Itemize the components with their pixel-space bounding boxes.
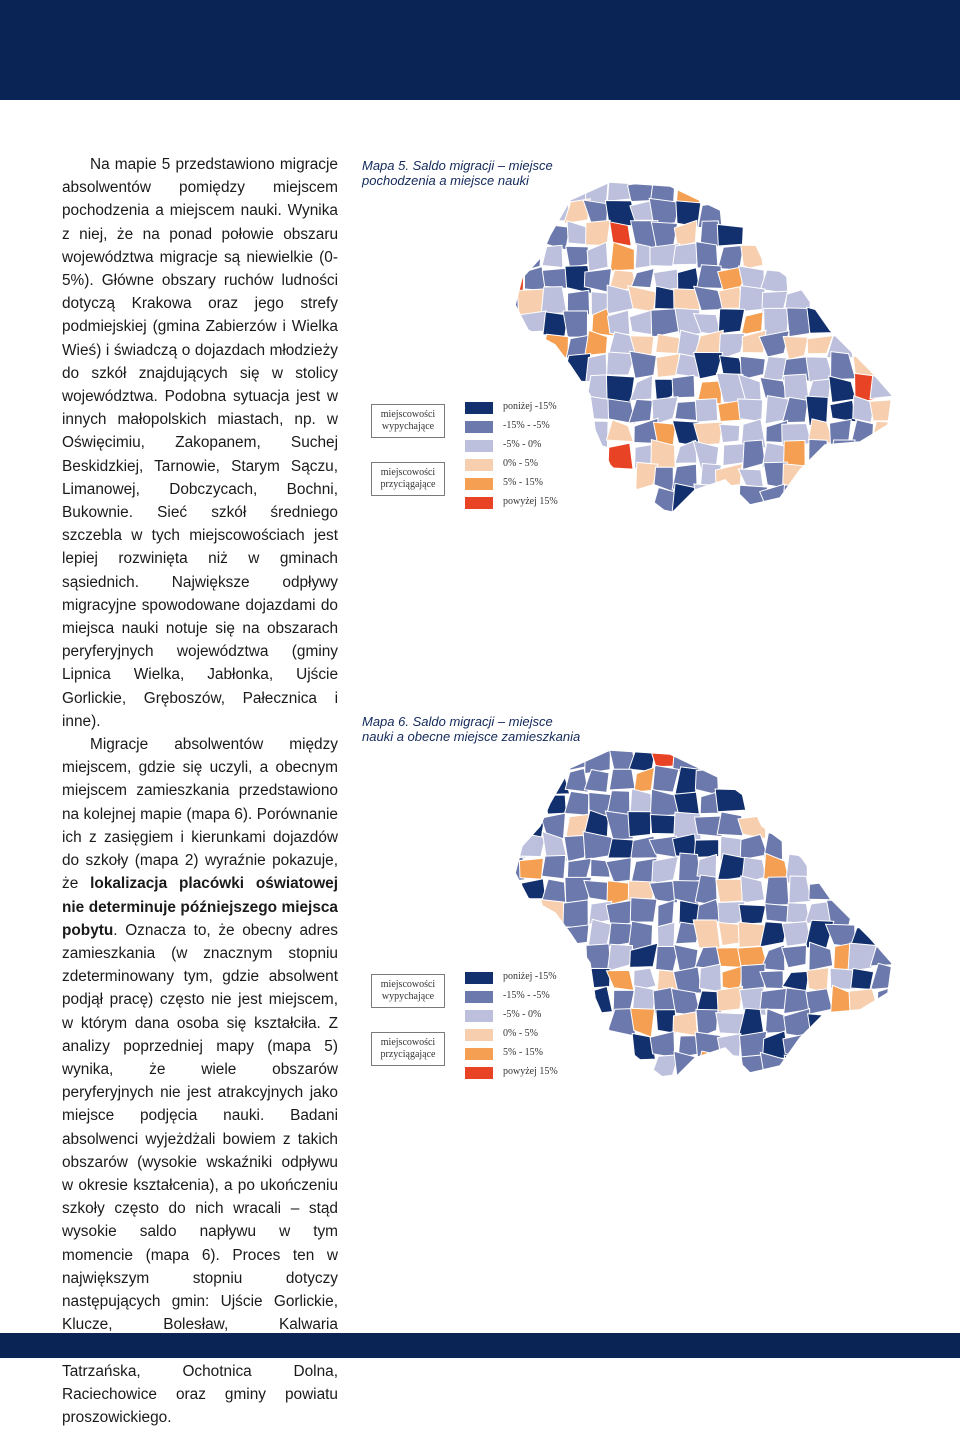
legend-swatch bbox=[465, 459, 493, 471]
municipality-region bbox=[851, 968, 874, 989]
legend-swatch bbox=[465, 1010, 493, 1022]
municipality-region bbox=[738, 469, 763, 487]
municipality-region bbox=[717, 224, 743, 246]
municipality-region bbox=[715, 789, 746, 812]
municipality-region bbox=[610, 242, 634, 271]
municipality-region bbox=[738, 399, 763, 422]
legend-label: 5% - 15% bbox=[503, 1047, 543, 1058]
municipality-region bbox=[718, 309, 744, 334]
municipality-region bbox=[829, 376, 856, 403]
municipality-region bbox=[541, 287, 567, 314]
municipality-region bbox=[657, 922, 674, 949]
legend-label: -15% - -5% bbox=[503, 420, 550, 431]
municipality-region bbox=[500, 267, 524, 293]
municipality-region bbox=[765, 904, 790, 923]
municipality-region bbox=[500, 287, 518, 312]
municipality-region bbox=[739, 904, 766, 924]
municipality-region bbox=[519, 858, 543, 879]
municipality-region bbox=[542, 268, 568, 288]
paragraph-2 bbox=[62, 733, 338, 1429]
map5-legend-outflow-box bbox=[371, 404, 445, 438]
municipality-region bbox=[630, 898, 657, 922]
legend-inflow-line2: przyciągające bbox=[380, 1049, 436, 1060]
municipality-region bbox=[566, 246, 589, 267]
municipality-region bbox=[741, 876, 765, 903]
municipality-region bbox=[517, 244, 541, 272]
municipality-region bbox=[717, 987, 743, 1012]
legend-swatch bbox=[465, 440, 493, 452]
legend-swatch bbox=[465, 497, 493, 509]
municipality-region bbox=[546, 199, 569, 221]
municipality-region bbox=[542, 245, 563, 267]
municipality-region bbox=[650, 1031, 675, 1057]
municipality-region bbox=[739, 1008, 764, 1036]
municipality-region bbox=[606, 858, 631, 883]
municipality-region bbox=[606, 970, 633, 990]
legend-swatch bbox=[465, 402, 493, 414]
map6-title bbox=[362, 714, 580, 744]
legend-label: 0% - 5% bbox=[503, 1028, 538, 1039]
legend-swatch bbox=[465, 991, 493, 1003]
municipality-region bbox=[629, 310, 654, 335]
municipality-region bbox=[608, 443, 633, 469]
municipality-region bbox=[656, 334, 680, 353]
legend-outflow-line2: wypychające bbox=[381, 421, 435, 432]
legend-inflow-line2: przyciągające bbox=[380, 479, 436, 490]
header-band bbox=[0, 0, 960, 100]
municipality-region bbox=[870, 400, 898, 421]
paragraph-2-text-b: . Oznacza to, że obecny adres zamieszkania (w znacznym stopniu zdeterminowany tym, gdzie absolwent podjął pracę) często nie jest miejscem, w którym dana osoba się kształciła. Z analizy poprzedniej mapy (mapa 5) wynika, że wiele obszarów peryferyjnych nie jest atrakcyjnych jako miejsce podjęcia nauki. Badani absolwenci wyjeżdżali bowiem z takich obszarów (wysokie wskaźniki odpływu w okresie kształcenia), a po ukończeniu szkoły często do nich wracali – stąd wysokie saldo napływu w tym momencie (mapa 6). Proces ten w największym stopniu dotyczy następujących gmin: Ujście Gorlickie, Klucze, Bolesław, Kalwaria Tatrzańska, Ochotnica Dolna, Raciechowice oraz gminy powiatu proszowickiego. bbox=[62, 921, 338, 1426]
municipality-region bbox=[628, 812, 651, 837]
paragraph-2-text-a: Migracje absolwentów między miejscem, gdzie się uczyli, a obecnym miejscem zamieszkania przedstawiono na kolejnej mapie (mapa 6). Porównanie ich z zasięgiem i kierunkami dojazdów do szkoły (mapa 2) wyraźnie pokazuje, że bbox=[62, 736, 338, 893]
legend-swatch bbox=[465, 972, 493, 984]
municipality-region bbox=[716, 879, 744, 902]
municipality-region bbox=[634, 767, 654, 792]
body-text-column bbox=[62, 153, 338, 1429]
municipality-region bbox=[809, 942, 833, 970]
municipality-region bbox=[678, 853, 700, 883]
municipality-region bbox=[629, 399, 653, 423]
municipality-region bbox=[809, 439, 828, 468]
municipality-region bbox=[784, 1055, 811, 1080]
municipality-region bbox=[563, 900, 588, 927]
legend-swatch bbox=[465, 1029, 493, 1041]
municipality-region bbox=[871, 963, 897, 989]
municipality-region bbox=[877, 987, 897, 1012]
legend-label: 0% - 5% bbox=[503, 458, 538, 469]
municipality-region bbox=[630, 351, 657, 378]
map6-title-line1: Mapa 6. Saldo migracji – miejsce bbox=[362, 714, 553, 729]
map5-title-line2: pochodzenia a miejsce nauki bbox=[362, 173, 529, 188]
paragraph-2-bold: lokalizacja placówki oświatowej nie determinuje późniejszego miejsca pobytu bbox=[62, 875, 339, 939]
municipality-region bbox=[584, 968, 610, 988]
legend-label: -5% - 0% bbox=[503, 1009, 542, 1020]
municipality-region bbox=[697, 265, 722, 289]
municipality-region bbox=[787, 308, 810, 337]
municipality-region bbox=[587, 242, 608, 271]
municipality-region bbox=[673, 1012, 698, 1036]
legend-label: 5% - 15% bbox=[503, 477, 543, 488]
footer-band bbox=[0, 1333, 960, 1358]
legend-outflow-line1: miejscowości bbox=[380, 979, 436, 990]
legend-label: -15% - -5% bbox=[503, 990, 550, 1001]
municipality-region bbox=[782, 945, 807, 967]
map6-title-line2: nauki a obecne miejsce zamieszkania bbox=[362, 729, 581, 744]
municipality-region bbox=[650, 748, 675, 767]
legend-swatch bbox=[465, 1067, 493, 1079]
legend-outflow-line2: wypychające bbox=[381, 991, 435, 1002]
municipality-region bbox=[542, 855, 566, 878]
map6-legend-outflow-box bbox=[371, 974, 445, 1008]
municipality-region bbox=[654, 467, 673, 492]
municipality-region bbox=[652, 856, 679, 883]
municipality-region bbox=[697, 854, 717, 878]
municipality-region bbox=[723, 444, 746, 466]
legend-label: powyżej 15% bbox=[503, 1066, 558, 1077]
municipality-region bbox=[518, 311, 546, 332]
legend-inflow-line1: miejscowości bbox=[380, 1037, 436, 1048]
municipality-region bbox=[783, 337, 808, 360]
municipality-region bbox=[586, 220, 611, 245]
map5-legend bbox=[371, 400, 571, 520]
municipality-region bbox=[743, 440, 766, 469]
municipality-region bbox=[830, 400, 856, 422]
municipality-region bbox=[699, 964, 721, 992]
municipality-region bbox=[607, 944, 632, 971]
municipality-region bbox=[586, 944, 611, 971]
municipality-region bbox=[693, 920, 720, 948]
municipality-region bbox=[695, 399, 717, 423]
municipality-region bbox=[609, 769, 635, 790]
municipality-region bbox=[653, 765, 679, 792]
municipality-region bbox=[672, 375, 695, 398]
legend-label: poniżej -15% bbox=[503, 971, 557, 982]
municipality-region bbox=[720, 424, 740, 442]
municipality-region bbox=[848, 943, 876, 971]
legend-inflow-line1: miejscowości bbox=[380, 467, 436, 478]
municipality-region bbox=[784, 374, 809, 401]
municipality-region bbox=[765, 877, 789, 905]
municipality-region bbox=[760, 377, 787, 399]
map5-title-line1: Mapa 5. Saldo migracji – miejsce bbox=[362, 158, 553, 173]
municipality-region bbox=[631, 268, 654, 287]
map5-legend-inflow-box bbox=[371, 462, 445, 496]
legend-label: -5% - 0% bbox=[503, 439, 542, 450]
legend-label: powyżej 15% bbox=[503, 496, 558, 507]
legend-outflow-line1: miejscowości bbox=[380, 409, 436, 420]
municipality-region bbox=[718, 922, 740, 945]
municipality-region bbox=[564, 791, 588, 815]
municipality-region bbox=[563, 311, 587, 337]
legend-swatch bbox=[465, 1048, 493, 1060]
paragraph-1: Na mapie 5 przedstawiono migracje absolwentów pomiędzy miejscem pochodzenia a miejscem nauki. Wynika z niej, że na ponad połowie obszaru województwa migracje są niewielkie (0-5%). Główne obszary ruchów ludności dotyczą Krakowa oraz jego strefy podmiejskiej (gmina Zabierzów i Wielka Wieś) i świadczą o dojazdach młodzieży do szkół znajdujących się w stolicy województwa. Podobna sytuacja jest w innych małopolskich miastach, np. w Oświęcimiu, Zakopanem, Suchej Beskidzkiej, Tarnowie, Starym Sączu, Limanowej, Dobczycach, Bochni, Bukownie. Sieć szkół średniego szczebla w tych miejscowościach jest lepiej rozwinięta niż w gminach sąsiednich. Największe odpływy migracyjne spowodowane dojazdami do miejsca nauki notuje się na obszarach peryferyjnych województwa (gminy Lipnica Wielka, Jabłonka, Ujście Gorlickie, Gręboszów, Pałecznica i inne). bbox=[62, 156, 338, 730]
municipality-region bbox=[584, 396, 610, 420]
map6-legend bbox=[371, 970, 571, 1090]
municipality-region bbox=[542, 770, 570, 795]
legend-swatch bbox=[465, 478, 493, 490]
map6-legend-inflow-box bbox=[371, 1032, 445, 1066]
municipality-region bbox=[545, 795, 566, 814]
municipality-region bbox=[831, 1013, 850, 1032]
municipality-region bbox=[521, 879, 545, 899]
municipality-region bbox=[607, 310, 629, 334]
municipality-region bbox=[650, 789, 678, 817]
legend-swatch bbox=[465, 421, 493, 433]
municipality-region bbox=[583, 831, 612, 859]
municipality-region bbox=[741, 245, 763, 269]
legend-label: poniżej -15% bbox=[503, 401, 557, 412]
